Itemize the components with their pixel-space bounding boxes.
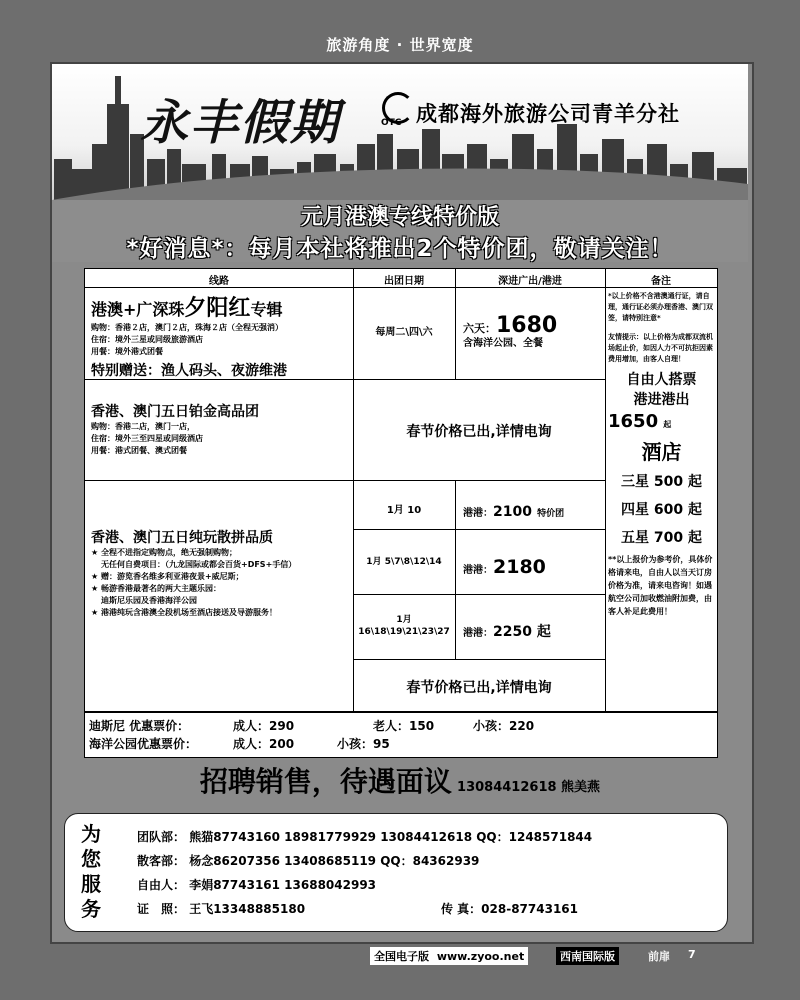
price-value: 1680: [496, 313, 558, 338]
grid-line: [605, 269, 606, 711]
route-bullet: ★ 畅游香港最著名的两大主题乐园：: [91, 584, 221, 593]
price-cell: [463, 313, 603, 350]
company-name: 成都海外旅游公司青羊分社: [416, 101, 680, 126]
brand-logo: 永丰假期: [140, 95, 341, 151]
top-banner: 旅游角度 · 世界宽度: [326, 36, 474, 54]
free-traveler-title: 自由人搭票: [626, 372, 697, 388]
recruit-banner: [52, 760, 748, 800]
header-date: 出团日期: [384, 276, 424, 287]
price-tag: 特价团: [537, 509, 565, 519]
price-value: 2250 起: [493, 624, 551, 640]
grid-line: [85, 287, 717, 288]
route-bullet: ★ 赠：游览香名维多利亚港夜景+威尼斯；: [91, 572, 244, 581]
contact-box: [64, 813, 728, 932]
route-row-sunset: [91, 291, 351, 380]
grid-line: [85, 480, 605, 481]
hotel-three-star: 三星 500 起: [621, 474, 702, 490]
grid-line: [455, 269, 456, 379]
route-row-platinum: [91, 401, 351, 457]
route-meals: 用餐：港式团餐、澳式团餐: [91, 446, 187, 455]
grid-line: [353, 594, 605, 595]
route-meals: 用餐：境外港式团餐: [91, 347, 163, 356]
good-news-banner: *好消息*：每月本社将推出2个特价团，敬请关注！: [126, 236, 674, 262]
route-title: 港澳+广深珠: [91, 300, 185, 319]
page-number: 7: [688, 948, 696, 961]
remark-reference: **以上报价为参考价，具体价格请来电，自由人以当天订房价格为准，请来电咨询！如遇航空公司加收燃油附加费，由客人补足此费用！: [608, 555, 713, 616]
remark-note: *以上价格不含港澳通行证，请自理，通行证必须办理香港、澳门双签，请特别注意*: [608, 292, 713, 322]
contact-row: 散客部： 杨念86207356 13408685119 QQ：84362939: [137, 854, 480, 868]
contact-row: 自由人： 李娟87743161 13688042993: [137, 878, 377, 892]
fax-number: 传 真：028-87743161: [441, 902, 579, 916]
route-shopping: 购物：香港二店，澳门一店，: [91, 422, 195, 431]
contact-row: 证 照： 王飞13348885180: [137, 902, 306, 916]
remark-tip: 友情提示：以上价格为成都双流机场起止价，如因人力不可抗拒因素费用增加，由客人自理！: [608, 333, 713, 363]
disney-adult: 成人：290: [233, 719, 295, 733]
footer-tag: 西南国际版: [556, 947, 619, 965]
route-title-suffix: 专辑: [250, 300, 283, 319]
otc-text: OTC: [381, 118, 402, 128]
free-traveler-price: 1650 起: [608, 411, 672, 432]
price-label: 六天：: [463, 322, 496, 335]
free-traveler-sub: 港进港出: [633, 392, 690, 408]
price-cell: 港港：2180: [463, 556, 546, 578]
remarks-column: [608, 291, 715, 618]
disney-label: 迪斯尼 优惠票价：: [89, 719, 190, 733]
route-bullet: 无任何自费项目：（九龙国际或都会百货+DFS+手信）: [101, 560, 297, 569]
footer-edition: 全国电子版 www.zyoo.net: [370, 947, 528, 965]
price-cell: 港港：2100 特价团: [463, 504, 565, 520]
recruit-text: 招聘销售，待遇面议: [199, 765, 452, 798]
route-gift: 特别赠送：渔人码头、夜游维港: [91, 363, 287, 379]
ocean-park-label: 海洋公园优惠票价：: [89, 737, 198, 751]
hotel-four-star: 四星 600 起: [621, 502, 702, 518]
header-remarks: 备注: [651, 276, 671, 287]
route-row-pure: [91, 527, 351, 619]
route-shopping: 购物：香港２店，澳门２店，珠海２店（全程无强消）: [91, 323, 283, 332]
ocean-park-adult: 成人：200: [233, 737, 295, 751]
spring-price-note: 春节价格已出,详情电询: [406, 680, 552, 696]
grid-line: [353, 659, 605, 660]
price-value: 2180: [493, 556, 546, 578]
ocean-park-child: 小孩：95: [337, 737, 390, 751]
departure-date: 1月16\18\19\21\23\27: [358, 615, 450, 637]
route-title-highlight: 夕阳红: [184, 296, 251, 321]
header-route: 线路: [209, 276, 229, 287]
hotel-title: 酒店: [641, 440, 682, 464]
footer: [0, 942, 800, 970]
header-port: 深进广出/港进: [498, 276, 562, 287]
footer-section: 前扉: [648, 950, 670, 963]
departure-date: 1月 5\7\8\12\14: [366, 557, 442, 567]
departure-date: 1月 10: [386, 505, 422, 516]
price-table: [84, 268, 718, 712]
price-value: 2100: [493, 504, 532, 520]
route-bullet: ★ 全程不进指定购物点，绝无强制购物；: [91, 548, 237, 557]
disney-senior: 老人：150: [373, 719, 435, 733]
park-ticket-prices: [84, 712, 718, 758]
price-cell: 港港：2250 起: [463, 624, 551, 640]
route-bullet: ★ 港港纯玩含港澳全段机场至酒店接送及导游服务！: [91, 608, 277, 617]
price-note: 含海洋公园、全餐: [463, 338, 543, 349]
hotel-five-star: 五星 700 起: [621, 530, 702, 546]
route-lodging: 住宿：境外三星或同级旅游酒店: [91, 335, 203, 344]
grid-line: [353, 529, 605, 530]
contact-row: 团队部： 熊猫87743160 18981779929 13084412618 QQ：1248571844: [137, 830, 593, 844]
contact-side-label: 为 您 服 务: [81, 822, 101, 921]
page-title: 元月港澳专线特价版: [300, 205, 499, 230]
route-title: 香港、澳门五日铂金高品团: [91, 404, 259, 420]
disney-child: 小孩：220: [473, 719, 535, 733]
footer-site-link[interactable]: www.zyoo.net: [436, 950, 525, 963]
recruit-phone: 13084412618 熊美燕: [457, 780, 601, 795]
route-lodging: 住宿：境外三至四星或同级酒店: [91, 434, 203, 443]
spring-price-note: 春节价格已出,详情电询: [406, 424, 552, 440]
departure-date: 每周二\四\六: [375, 327, 433, 338]
route-title: 香港、澳门五日纯玩散拼品质: [91, 530, 273, 546]
grid-line: [455, 480, 456, 659]
route-bullet: 迪斯尼乐园及香港海洋公园: [101, 596, 197, 605]
